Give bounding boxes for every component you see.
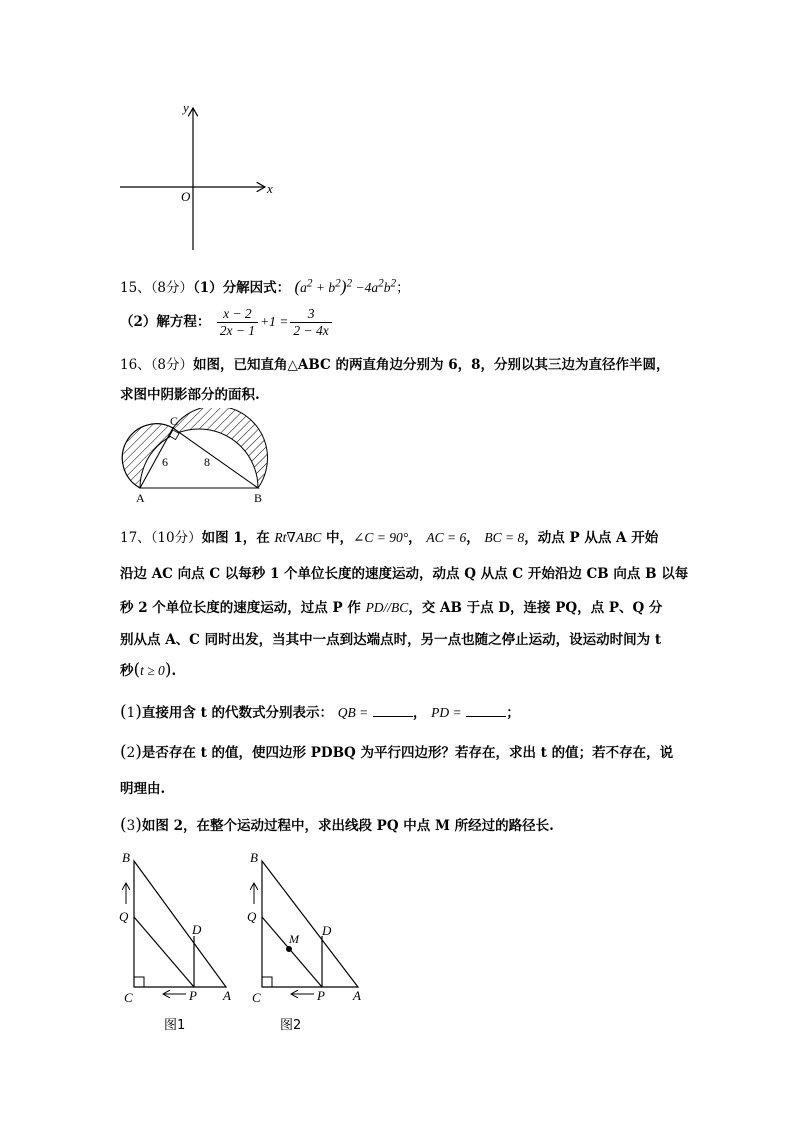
label-c: C [124, 990, 133, 1005]
q15-part2: （2）解方程： $\frac{x - 2}{2x - 1}$ +1 = $\frac{3}{2 - 4x}$ [120, 306, 334, 339]
label-q: Q [119, 909, 129, 924]
q17-line4: 别从点 A、C 同时出发，当其中一点到达端点时，另一点也随之停止运动，设运动时间为 t [120, 632, 662, 648]
label-b: B [122, 850, 130, 865]
figure-1 [118, 846, 243, 1006]
label-b: B [254, 491, 263, 503]
label-side-6: 6 [162, 455, 168, 469]
q17-line5: 秒(t ≥ 0). [120, 660, 177, 680]
origin-label: O [181, 189, 191, 204]
q17-sub1: (1)直接用含 t 的代数式分别表示： QB = ， PD = ； [120, 702, 520, 722]
triangle-cba [134, 861, 226, 987]
q15-expression: $(a^2 + b^2)^2 -4a^2b^2$ [294, 277, 397, 296]
q16-semicircles-figure [118, 408, 278, 503]
coordinate-axes-figure [115, 98, 280, 253]
midpoint-m [286, 946, 292, 952]
fraction-2: $\frac{3}{2 - 4x}$ [290, 306, 331, 339]
answer-blank-pd[interactable] [466, 704, 506, 717]
answer-blank-qb[interactable] [373, 704, 413, 717]
label-m: M [289, 932, 299, 946]
q16-line1: 16、（8分）如图，已知直角△ABC 的两直角边分别为 6，8，分别以其三边为直径作半圆， [120, 357, 670, 373]
label-a: A [223, 988, 231, 1003]
q16-line2: 求图中阴影部分的面积. [120, 387, 260, 403]
label-c: C [170, 414, 179, 428]
label-side-8: 8 [204, 455, 210, 469]
q17-line1: 17、（10分）如图 1，在 Rt∇ABC 中，∠C = 90°， AC = 6， BC = 8，动点 P 从点 A 开始 [120, 530, 659, 546]
triangle-cba [262, 861, 358, 987]
label-p: P [189, 988, 197, 1003]
label-b: B [250, 850, 258, 865]
figure-1-caption: 图1 [164, 1018, 186, 1033]
label-a: A [136, 491, 145, 503]
fraction-1: $\frac{x - 2}{2x - 1}$ [217, 306, 258, 339]
label-c: C [252, 990, 261, 1005]
q17-sub2-line2: 明理由. [120, 781, 166, 797]
figure-2 [246, 846, 371, 1006]
q17-sub2-line1: (2)是否存在 t 的值，使四边形 PDBQ 为平行四边形？若存在，求出 t 的值；若不存在，说 [120, 742, 674, 762]
label-d: D [322, 923, 332, 938]
label-a: A [353, 988, 361, 1003]
y-axis-label: y [183, 100, 189, 115]
label-q: Q [247, 909, 257, 924]
q17-sub3: (3)如图 2，在整个运动过程中，求出线段 PQ 中点 M 所经过的路径长. [120, 815, 554, 835]
x-axis-label: x [267, 181, 273, 196]
right-angle-mark [262, 977, 272, 987]
label-p: P [317, 988, 325, 1003]
figure-2-caption: 图2 [280, 1018, 302, 1033]
q15-part1: 15、（8分）（1）分解因式： $(a^2 + b^2)^2 -4a^2b^2$； [120, 277, 410, 296]
q17-line3: 秒 2 个单位长度的速度运动，过点 P 作 PD//BC，交 AB 于点 D，连接 PQ，点 P、Q 分 [120, 600, 663, 616]
right-angle-mark [134, 977, 144, 987]
label-d: D [192, 922, 202, 937]
q17-line2: 沿边 AC 向点 C 以每秒 1 个单位长度的速度运动，动点 Q 从点 C 开始沿边 CB 向点 B 以每 [120, 566, 689, 582]
